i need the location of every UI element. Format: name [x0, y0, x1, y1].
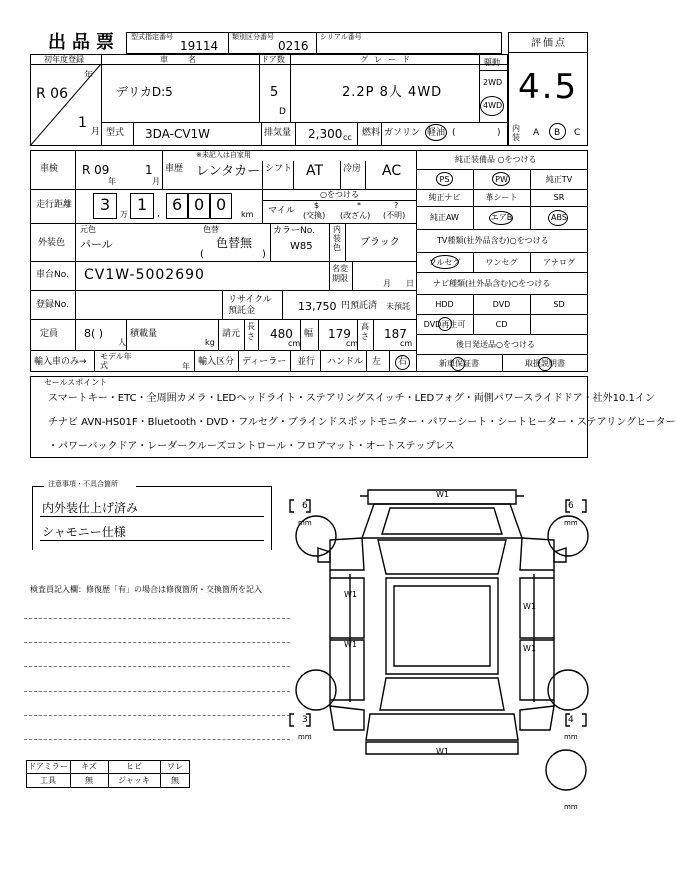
- equip-airbag-circle: [489, 211, 513, 225]
- model-value: 3DA-CV1W: [145, 127, 211, 141]
- equip-leather-seat: 革シート: [485, 193, 518, 202]
- tire-fl-depth: 6: [302, 501, 308, 511]
- height-value: 187: [384, 327, 407, 341]
- mileage-digit-3: 6: [172, 195, 183, 214]
- exchange-label: (交換): [303, 211, 326, 220]
- equip-abs: ABS: [551, 213, 567, 222]
- fuel-paren-close: ): [497, 128, 501, 138]
- later-warranty: 新車保証書: [439, 359, 479, 368]
- footer-header-crack: ヒビ: [126, 762, 142, 771]
- recycle-unit: 円預託済: [341, 301, 378, 311]
- mileage-digit-2: 1: [137, 195, 148, 214]
- height-unit: cm: [400, 339, 413, 348]
- import-category-label: 輸入区分: [198, 357, 235, 367]
- mileage-digit-4: 0: [194, 195, 205, 214]
- altered-mark: *: [357, 201, 361, 210]
- equip-pw-circle: [492, 172, 510, 186]
- mileage-comma: ,: [157, 209, 160, 219]
- equip-airbag: エアB: [490, 213, 513, 222]
- sales-points-label: セールスポイント: [44, 378, 108, 387]
- sales-line-1: スマートキー・ETC・全周囲カメラ・LEDヘッドライト・ステアリングスイッチ・LEDフォグ・両側パワースライドドア・社外10.1イン: [48, 393, 655, 404]
- meihen-day: 日: [406, 279, 414, 288]
- page-title: 出品票: [48, 32, 120, 53]
- category-value: 0216: [278, 39, 309, 53]
- score-value: 4.5: [518, 67, 579, 107]
- mileage-km: km: [241, 210, 254, 219]
- load-unit: kg: [205, 338, 215, 347]
- fuel-gasoline: ガソリン: [384, 128, 421, 138]
- navi-cd: CD: [495, 320, 508, 329]
- interior-color-value: ブラック: [360, 237, 400, 248]
- mileage-mile: マイル: [268, 206, 295, 216]
- displacement-label: 排気量: [264, 128, 292, 138]
- ac-label: 冷房: [343, 164, 362, 174]
- handle-right-circle: [395, 355, 410, 370]
- color-no-value: W85: [290, 241, 313, 252]
- navi-hdd: HDD: [435, 300, 454, 309]
- handle-left: 左: [372, 357, 382, 367]
- usage-value: レンタカー: [196, 164, 261, 179]
- shaken-tsuki: 月: [152, 177, 160, 186]
- interior-b-circle: [549, 123, 566, 140]
- shaken-month: 1: [145, 163, 153, 177]
- footer-tools-value: 無: [85, 776, 93, 785]
- tire-rl-unit: mm: [298, 733, 312, 741]
- meihen-label: 名変期限: [332, 264, 348, 283]
- recycle-unpaid: 未預託: [386, 302, 410, 311]
- equip-genuine-navi: 純正ナビ: [428, 193, 461, 202]
- score-label: 評価点: [531, 38, 567, 49]
- first-reg-label: 初年度登録: [44, 55, 84, 64]
- fuel-paren-open: (: [452, 128, 456, 138]
- mileage-man: 万: [120, 210, 128, 219]
- navi-dvd-playback: DVD再生可: [423, 320, 466, 329]
- first-reg-month: 1: [78, 115, 87, 131]
- equip-sr: SR: [553, 193, 565, 202]
- genuine-equipment-label: 純正装備品 ○をつける: [455, 155, 537, 164]
- footer-header-mirror: ドアミラー: [28, 762, 68, 771]
- mileage-circle-note: ○をつける: [320, 190, 359, 199]
- recycle-label: リサイクル預託金: [228, 295, 272, 316]
- spare-tire-unit: mm: [564, 803, 578, 811]
- footer-header-break: ワレ: [167, 762, 183, 771]
- handle-right: 右: [398, 357, 408, 367]
- grade-label: グレード: [360, 55, 416, 64]
- first-reg-era-year: R 06: [36, 86, 68, 102]
- color-paren-close: ): [262, 249, 266, 260]
- shaken-label: 車検: [40, 164, 59, 174]
- height-label: 高さ: [361, 322, 369, 341]
- equip-genuine-aw: 純正AW: [430, 213, 459, 222]
- shift-value: AT: [306, 163, 324, 179]
- footer-tools: 工具: [40, 776, 56, 785]
- first-reg-year-suffix: 年: [84, 71, 94, 81]
- capacity-label: 定員: [40, 329, 59, 339]
- color-label: 外装色: [38, 238, 66, 248]
- sales-line-2: チナビ AVN-HS01F・Bluetooth・DVD・フルセグ・ブラインドスポットモニター・パワーシート・シートヒーター・ステアリングヒーター: [48, 417, 676, 428]
- vehicle-damage-diagram: [290, 478, 590, 774]
- width-unit: cm: [346, 339, 359, 348]
- type-approval-label: 型式指定番号: [131, 33, 173, 41]
- capacity-person: 人: [118, 338, 126, 347]
- notes-line-1: 内外装仕上げ済み: [42, 501, 139, 515]
- displacement-value: 2,300: [308, 127, 343, 141]
- navi-type-label: ナビ種類(社外品含む)○をつける: [433, 279, 551, 288]
- drive-4wd-circle: [480, 96, 504, 116]
- navi-dvd-playback-circle: [438, 317, 452, 331]
- seikyu-label: 請元: [222, 329, 241, 339]
- color-change-value: 色替無: [216, 236, 253, 250]
- tv-fullseg-circle: [431, 255, 459, 269]
- interior-color-label: 内装色: [333, 225, 341, 252]
- import-label: 輸入車のみ→: [34, 357, 87, 367]
- drive-4wd: 4WD: [483, 101, 503, 110]
- inspector-note: 検査員記入欄：修復歴「有」の場合は修復箇所・交換箇所を記入: [30, 585, 262, 594]
- handle-label: ハンドル: [327, 357, 364, 367]
- reg-label: 登録No.: [36, 300, 69, 310]
- tire-rr-unit: mm: [564, 733, 578, 741]
- recycle-value: 13,750: [298, 300, 337, 313]
- equip-abs-circle: [548, 210, 568, 226]
- doors-label: ドア数: [261, 55, 285, 64]
- load-label: 積載量: [130, 329, 158, 339]
- model-label: 型式: [106, 128, 125, 138]
- later-manual-circle: [538, 357, 552, 371]
- type-approval-value: 19114: [180, 39, 219, 53]
- drive-2wd: 2WD: [483, 78, 503, 87]
- footer-header-scratch: キズ: [81, 762, 97, 771]
- unknown-mark: ?: [394, 201, 399, 210]
- orig-color-value: パール: [80, 238, 113, 251]
- category-label: 類別区分番号: [232, 33, 274, 41]
- later-shipment-label: 後日発送品○をつける: [456, 340, 535, 349]
- meihen-month: 月: [383, 279, 391, 288]
- car-name-label: 車名: [160, 55, 216, 64]
- serial-label: シリアル番号: [320, 33, 362, 41]
- tv-type-label: TV種類(社外品含む)○をつける: [437, 236, 549, 245]
- tire-rr-depth: 4: [568, 715, 574, 725]
- doors-d: D: [279, 107, 286, 117]
- fuel-label: 燃料: [362, 128, 381, 138]
- damage-w1-right-rear-door: W1: [523, 644, 536, 653]
- shaken-year: R 09: [82, 163, 110, 177]
- vin-label: 車台No.: [36, 270, 69, 280]
- interior-b: B: [554, 128, 561, 138]
- length-label: 長さ: [247, 322, 255, 341]
- shaken-nen: 年: [108, 177, 116, 186]
- first-reg-month-suffix: 月: [91, 127, 101, 137]
- mileage-digit-1: 3: [100, 195, 111, 214]
- notes-line-2: シャモニー仕様: [42, 525, 126, 539]
- usage-label: 車歴: [165, 164, 184, 174]
- damage-w1-left-rear-door: W1: [344, 640, 357, 649]
- damage-w1-front-bumper: W1: [436, 490, 449, 499]
- tire-rl-depth: 3: [302, 715, 308, 725]
- notes-label: 注意事項・不具合箇所: [48, 480, 118, 488]
- navi-dvd: DVD: [492, 300, 511, 309]
- fuel-diesel-circle: [425, 124, 447, 141]
- tire-fl-unit: mm: [298, 519, 312, 527]
- tv-fullseg: フルセグ: [428, 258, 461, 267]
- interior-a: A: [533, 128, 540, 138]
- import-parallel: 並行: [297, 357, 316, 367]
- interior-c: C: [574, 128, 581, 138]
- displacement-unit: cc: [343, 133, 352, 142]
- mileage-label: 走行距離: [36, 200, 73, 210]
- damage-w1-left-front-door: W1: [344, 590, 357, 599]
- footer-jack: ジャッキ: [118, 776, 150, 785]
- ac-value: AC: [382, 163, 402, 179]
- equip-pw: PW: [495, 175, 508, 184]
- tv-oneseg: ワンセグ: [485, 258, 518, 267]
- width-value: 179: [328, 327, 351, 341]
- color-no-label: カラーNo.: [273, 226, 315, 236]
- tv-analog: アナログ: [543, 258, 575, 267]
- mileage-digit-5: 0: [216, 195, 227, 214]
- navi-sd: SD: [553, 300, 565, 309]
- private-use-note: ※未記入は自家用: [196, 151, 251, 159]
- later-manual: 取扱説明書: [525, 359, 565, 368]
- equip-genuine-tv: 純正TV: [545, 175, 573, 184]
- color-change-label: 色替: [203, 225, 219, 234]
- import-dealer: ディーラー: [242, 357, 287, 367]
- shift-label: シフト: [265, 164, 293, 174]
- length-value: 480: [270, 327, 293, 341]
- color-paren-open: (: [200, 249, 204, 260]
- damage-w1-rear-bumper: W1: [436, 747, 449, 756]
- length-unit: cm: [288, 339, 301, 348]
- fuel-diesel: 軽油: [427, 128, 446, 138]
- later-warranty-circle: [451, 357, 465, 371]
- capacity-value: 8( ): [84, 327, 104, 340]
- altered-label: (改ざん): [340, 211, 371, 220]
- interior-grade-label: 内装: [512, 124, 520, 142]
- unknown-label: (不明): [383, 211, 406, 220]
- model-year-nen: 年: [182, 362, 190, 371]
- footer-jack-value: 無: [171, 776, 179, 785]
- drive-label: 駆動: [484, 58, 500, 67]
- tire-fr-depth: 6: [568, 501, 574, 511]
- tire-fr-unit: mm: [564, 519, 578, 527]
- doors-value: 5: [270, 85, 279, 100]
- grade-value: 2.2P 8人 4WD: [342, 85, 443, 100]
- vin-value: CV1W-5002690: [84, 267, 205, 283]
- equip-ps: PS: [439, 175, 450, 184]
- orig-color-label: 元色: [80, 225, 96, 234]
- model-year-label: モデル年式: [100, 352, 132, 370]
- width-label: 幅: [304, 329, 314, 339]
- sales-line-3: ・パワーバックドア・レーダークルーズコントロール・フロアマット・オートステップレス: [48, 441, 455, 452]
- car-name: デリカD:5: [116, 85, 173, 99]
- equip-ps-circle: [436, 172, 453, 186]
- damage-w1-right-front-door: W1: [523, 602, 536, 611]
- exchange-mark: $: [314, 201, 320, 210]
